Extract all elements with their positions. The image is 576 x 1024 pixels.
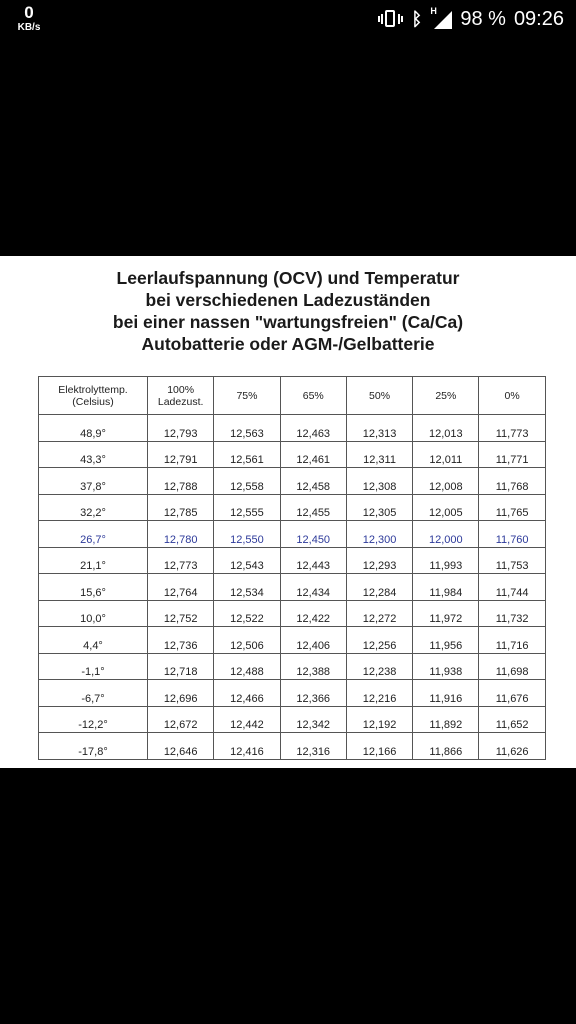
voltage-cell: 11,753 xyxy=(479,547,545,574)
voltage-cell: 12,316 xyxy=(280,733,346,760)
voltage-cell: 12,793 xyxy=(148,415,214,442)
voltage-cell: 12,461 xyxy=(280,441,346,468)
temperature-cell: 48,9° xyxy=(39,415,148,442)
temperature-cell: -17,8° xyxy=(39,733,148,760)
voltage-cell: 11,892 xyxy=(413,706,479,733)
voltage-cell: 12,442 xyxy=(214,706,280,733)
voltage-cell: 12,788 xyxy=(148,468,214,495)
voltage-cell: 12,256 xyxy=(346,627,412,654)
voltage-cell: 12,422 xyxy=(280,600,346,627)
voltage-cell: 11,866 xyxy=(413,733,479,760)
voltage-cell: 11,773 xyxy=(479,415,545,442)
voltage-cell: 12,238 xyxy=(346,653,412,680)
voltage-cell: 12,785 xyxy=(148,494,214,521)
document-title xyxy=(0,267,576,355)
ocv-table xyxy=(38,376,546,760)
header-charge-state: 75% xyxy=(214,377,280,415)
voltage-cell: 12,300 xyxy=(346,521,412,548)
voltage-cell: 12,388 xyxy=(280,653,346,680)
voltage-cell: 12,555 xyxy=(214,494,280,521)
header-temperature: Elektrolyttemp. (Celsius) xyxy=(39,377,148,415)
voltage-cell: 12,561 xyxy=(214,441,280,468)
voltage-cell: 12,342 xyxy=(280,706,346,733)
header-charge-state: 0% xyxy=(479,377,545,415)
voltage-cell: 11,760 xyxy=(479,521,545,548)
header-charge-state: 50% xyxy=(346,377,412,415)
voltage-cell: 12,293 xyxy=(346,547,412,574)
temperature-cell: 26,7° xyxy=(39,521,148,548)
voltage-cell: 12,780 xyxy=(148,521,214,548)
voltage-cell: 12,773 xyxy=(148,547,214,574)
voltage-cell: 11,771 xyxy=(479,441,545,468)
voltage-cell: 12,736 xyxy=(148,627,214,654)
header-charge-state: 100% Ladezust. xyxy=(148,377,214,415)
table-row xyxy=(39,441,546,468)
voltage-cell: 12,011 xyxy=(413,441,479,468)
temperature-cell: 43,3° xyxy=(39,441,148,468)
table-row xyxy=(39,468,546,495)
voltage-cell: 11,626 xyxy=(479,733,545,760)
table-row xyxy=(39,600,546,627)
voltage-cell: 12,752 xyxy=(148,600,214,627)
network-speed-indicator xyxy=(12,4,46,33)
header-charge-state: 65% xyxy=(280,377,346,415)
voltage-cell: 11,716 xyxy=(479,627,545,654)
temperature-cell: 15,6° xyxy=(39,574,148,601)
voltage-cell: 12,506 xyxy=(214,627,280,654)
vibrate-icon xyxy=(378,9,404,29)
voltage-cell: 12,272 xyxy=(346,600,412,627)
table-row xyxy=(39,574,546,601)
table-header-row xyxy=(39,377,546,415)
temperature-cell: 4,4° xyxy=(39,627,148,654)
voltage-cell: 12,463 xyxy=(280,415,346,442)
title-line: Autobatterie oder AGM-/Gelbatterie xyxy=(141,334,435,354)
voltage-cell: 12,284 xyxy=(346,574,412,601)
voltage-cell: 12,450 xyxy=(280,521,346,548)
table-row xyxy=(39,653,546,680)
battery-percentage: 98 % xyxy=(460,7,506,30)
voltage-cell: 12,455 xyxy=(280,494,346,521)
voltage-cell: 11,732 xyxy=(479,600,545,627)
table-row xyxy=(39,494,546,521)
network-speed-value: 0 xyxy=(24,3,34,22)
voltage-cell: 12,166 xyxy=(346,733,412,760)
voltage-cell: 12,522 xyxy=(214,600,280,627)
temperature-cell: -12,2° xyxy=(39,706,148,733)
table-row xyxy=(39,733,546,760)
network-speed-unit: KB/s xyxy=(17,22,41,33)
table-body xyxy=(39,415,546,760)
clock: 09:26 xyxy=(513,7,564,30)
voltage-cell: 12,308 xyxy=(346,468,412,495)
voltage-cell: 12,543 xyxy=(214,547,280,574)
voltage-cell: 12,313 xyxy=(346,415,412,442)
table-row xyxy=(39,415,546,442)
voltage-cell: 12,192 xyxy=(346,706,412,733)
document-image[interactable] xyxy=(0,256,576,768)
temperature-cell: 21,1° xyxy=(39,547,148,574)
voltage-cell: 12,558 xyxy=(214,468,280,495)
voltage-cell: 12,311 xyxy=(346,441,412,468)
voltage-cell: 11,768 xyxy=(479,468,545,495)
voltage-cell: 12,791 xyxy=(148,441,214,468)
voltage-cell: 11,993 xyxy=(413,547,479,574)
table-row xyxy=(39,706,546,733)
voltage-cell: 12,672 xyxy=(148,706,214,733)
status-icons xyxy=(378,6,564,32)
voltage-cell: 12,466 xyxy=(214,680,280,707)
temperature-cell: 10,0° xyxy=(39,600,148,627)
title-line: Leerlaufspannung (OCV) und Temperatur xyxy=(116,268,460,288)
voltage-cell: 11,652 xyxy=(479,706,545,733)
table-row xyxy=(39,680,546,707)
voltage-cell: 11,956 xyxy=(413,627,479,654)
voltage-cell: 11,765 xyxy=(479,494,545,521)
voltage-cell: 12,718 xyxy=(148,653,214,680)
voltage-cell: 12,488 xyxy=(214,653,280,680)
table-row xyxy=(39,521,546,548)
title-line: bei verschiedenen Ladezuständen xyxy=(145,290,431,310)
voltage-cell: 11,972 xyxy=(413,600,479,627)
voltage-cell: 12,005 xyxy=(413,494,479,521)
voltage-cell: 12,216 xyxy=(346,680,412,707)
voltage-cell: 12,366 xyxy=(280,680,346,707)
bluetooth-icon: ᛒ xyxy=(411,9,423,29)
signal-icon xyxy=(430,6,452,29)
temperature-cell: 32,2° xyxy=(39,494,148,521)
temperature-cell: -1,1° xyxy=(39,653,148,680)
table-row xyxy=(39,627,546,654)
voltage-cell: 12,434 xyxy=(280,574,346,601)
voltage-cell: 12,406 xyxy=(280,627,346,654)
voltage-cell: 11,698 xyxy=(479,653,545,680)
voltage-cell: 12,305 xyxy=(346,494,412,521)
header-charge-state: 25% xyxy=(413,377,479,415)
voltage-cell: 12,013 xyxy=(413,415,479,442)
title-line: bei einer nassen "wartungsfreien" (Ca/Ca) xyxy=(112,312,464,332)
temperature-cell: 37,8° xyxy=(39,468,148,495)
voltage-cell: 12,764 xyxy=(148,574,214,601)
temperature-cell: -6,7° xyxy=(39,680,148,707)
voltage-cell: 12,563 xyxy=(214,415,280,442)
voltage-cell: 12,443 xyxy=(280,547,346,574)
voltage-cell: 12,696 xyxy=(148,680,214,707)
table-row xyxy=(39,547,546,574)
status-bar xyxy=(0,0,576,40)
voltage-cell: 12,458 xyxy=(280,468,346,495)
voltage-cell: 11,984 xyxy=(413,574,479,601)
voltage-cell: 11,916 xyxy=(413,680,479,707)
voltage-cell: 12,534 xyxy=(214,574,280,601)
voltage-cell: 12,550 xyxy=(214,521,280,548)
voltage-cell: 11,676 xyxy=(479,680,545,707)
voltage-cell: 12,646 xyxy=(148,733,214,760)
signal-type-label: H xyxy=(430,6,437,16)
voltage-cell: 11,938 xyxy=(413,653,479,680)
voltage-cell: 12,000 xyxy=(413,521,479,548)
voltage-cell: 12,416 xyxy=(214,733,280,760)
voltage-cell: 11,744 xyxy=(479,574,545,601)
voltage-cell: 12,008 xyxy=(413,468,479,495)
